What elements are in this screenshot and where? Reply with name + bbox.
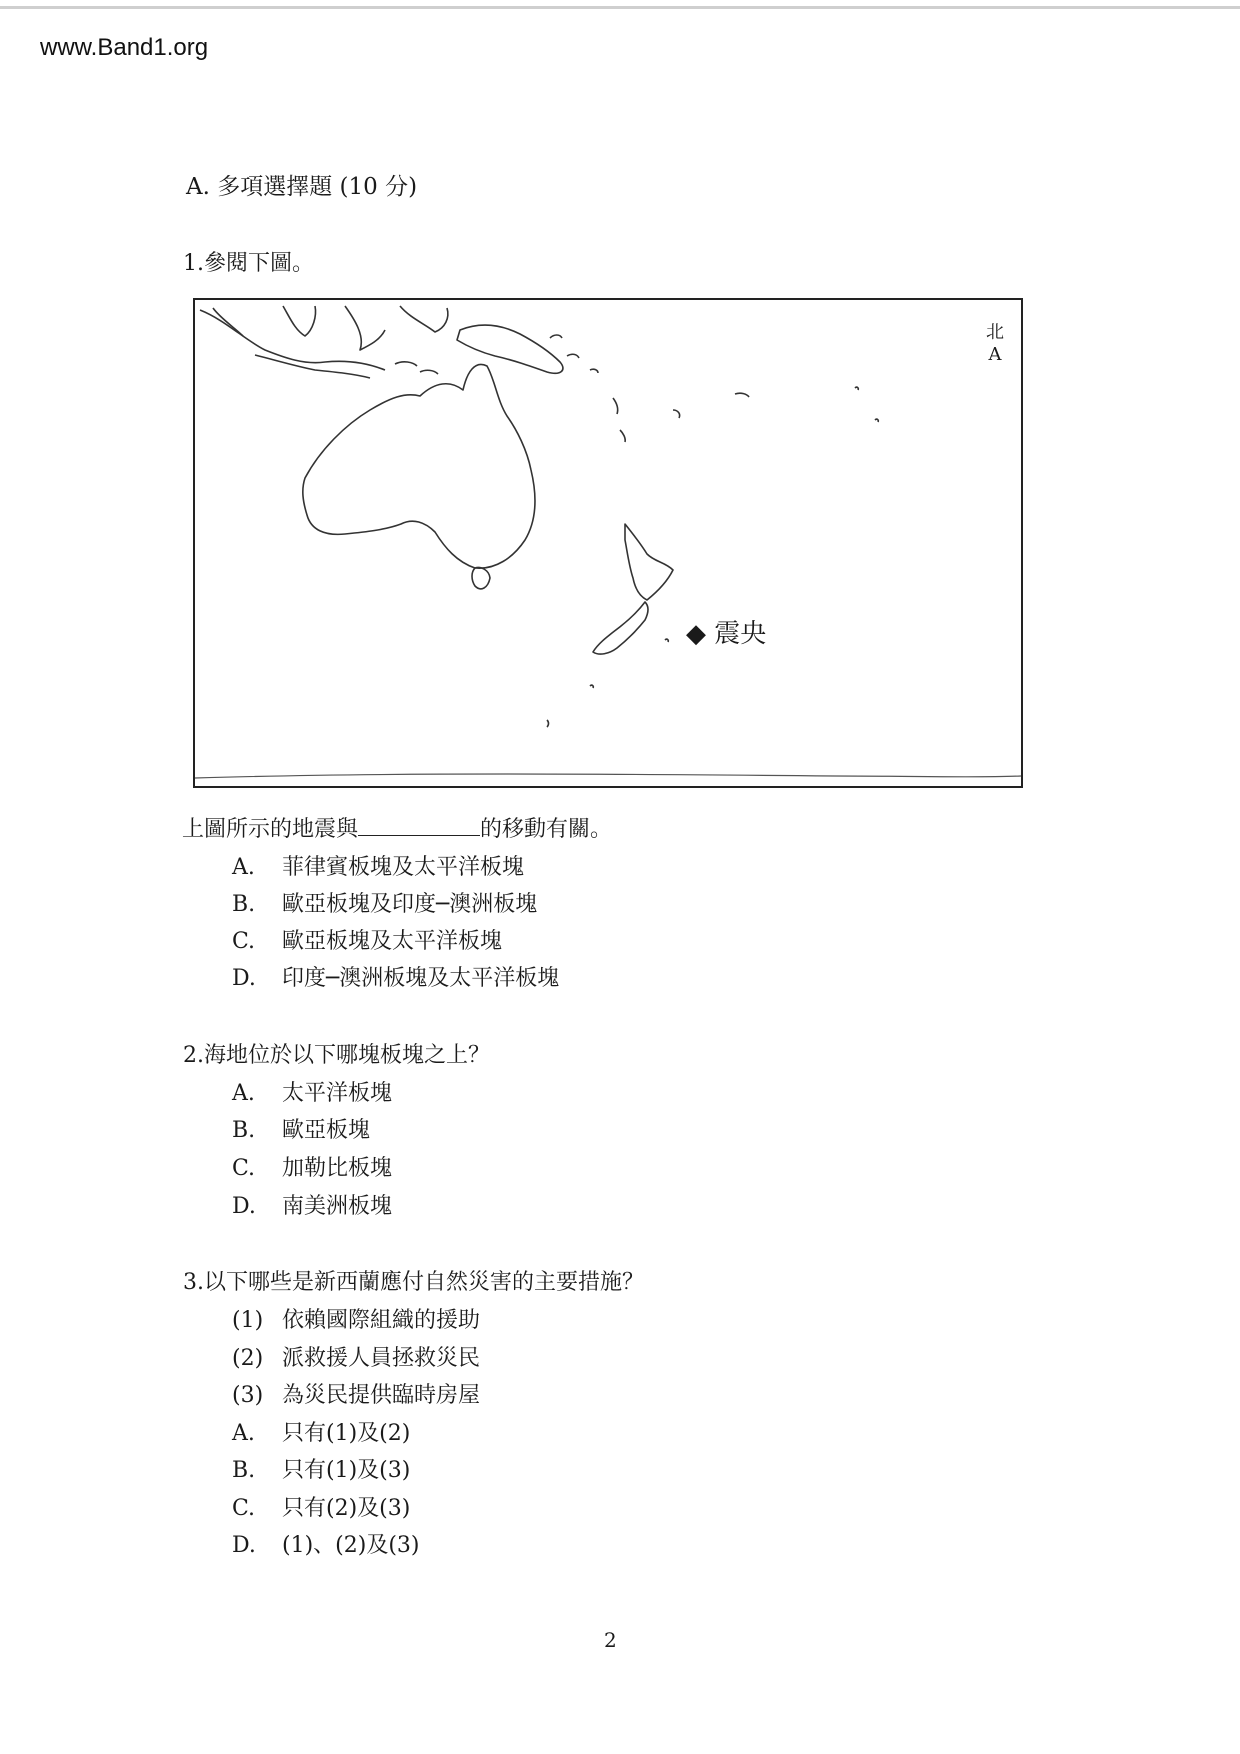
q3-option-c: C. 只有(2)及(3) xyxy=(232,1496,411,1521)
q1-option-c: C. 歐亞板塊及太平洋板塊 xyxy=(232,929,503,954)
page-number: 2 xyxy=(604,1628,617,1652)
map-outline-drawing xyxy=(195,300,1021,786)
answer-blank xyxy=(358,815,480,836)
north-label: 北 xyxy=(986,322,1004,343)
q3-statement-3: (3) 為災民提供臨時房屋 xyxy=(232,1383,481,1408)
q2-option-a: A. 太平洋板塊 xyxy=(232,1081,393,1106)
q3-option-b: B. 只有(1)及(3) xyxy=(232,1458,411,1483)
scan-top-edge xyxy=(0,6,1240,9)
q3-option-a: A. 只有(1)及(2) xyxy=(232,1421,411,1446)
north-arrow-mark: A xyxy=(988,344,1002,365)
question-3-title: 3.以下哪些是新西蘭應付自然災害的主要措施？ xyxy=(183,1270,644,1295)
question-1-title: 1.參閱下圖。 xyxy=(183,251,314,276)
question-2-title: 2.海地位於以下哪塊板塊之上？ xyxy=(183,1043,490,1068)
question-1-stem xyxy=(182,812,612,843)
q2-option-b: B. 歐亞板塊 xyxy=(232,1118,371,1143)
q2-option-d: D. 南美洲板塊 xyxy=(232,1194,393,1219)
stem-text-after: 的移動有關。 xyxy=(480,817,613,842)
q3-statement-2: (2) 派救援人員拯救災民 xyxy=(232,1346,481,1371)
stem-text-before: 上圖所示的地震與 xyxy=(182,817,359,842)
q1-option-d: D. 印度─澳洲板塊及太平洋板塊 xyxy=(232,966,560,991)
q3-statement-1: (1) 依賴國際組織的援助 xyxy=(232,1308,481,1333)
q1-option-b: B. 歐亞板塊及印度─澳洲板塊 xyxy=(232,892,538,917)
oceania-map xyxy=(193,298,1023,788)
north-arrow xyxy=(986,322,1004,366)
q2-option-c: C. 加勒比板塊 xyxy=(232,1156,393,1181)
q3-option-d: D. (1)、(2)及(3) xyxy=(232,1533,420,1558)
section-title: A. 多項選擇題 (10 分) xyxy=(186,174,418,200)
watermark-url: www.Band1.org xyxy=(40,34,209,61)
epicenter-label: ◆ 震央 xyxy=(686,619,767,649)
q1-option-a: A. 菲律賓板塊及太平洋板塊 xyxy=(232,855,525,880)
